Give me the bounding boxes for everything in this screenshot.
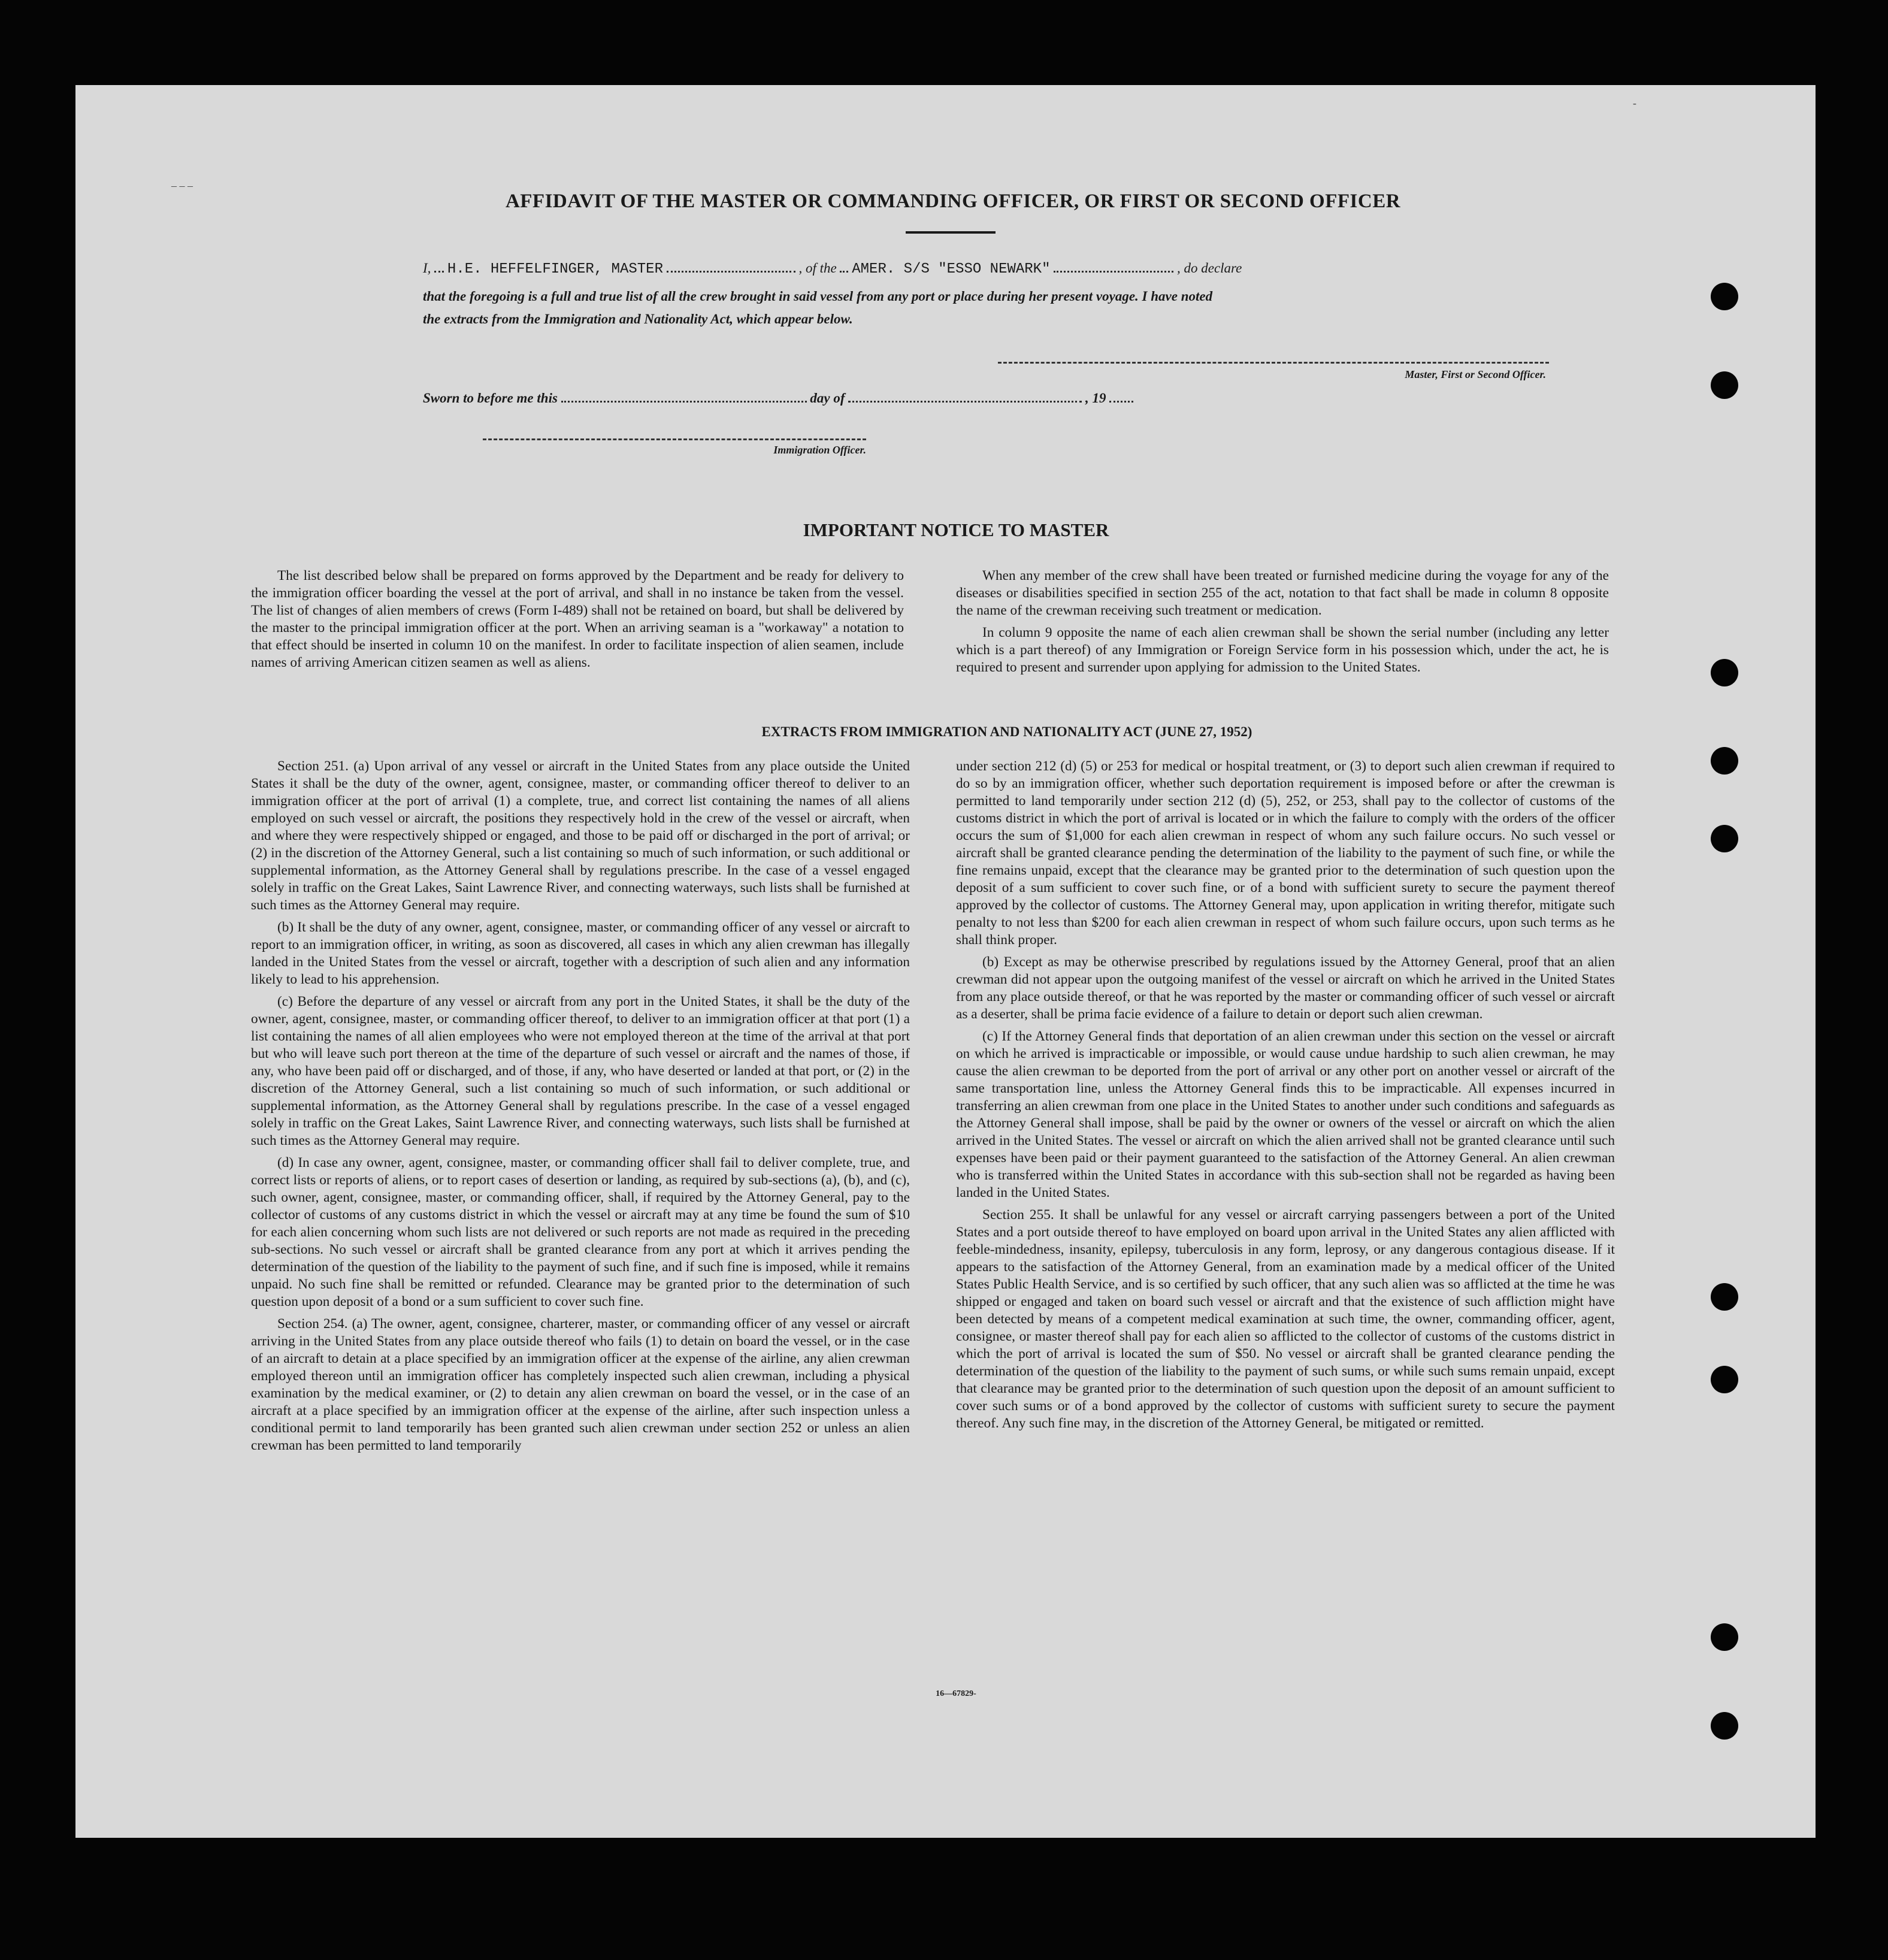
act-paragraph: (d) In case any owner, agent, consignee, master, or commanding officer shall fail to deliver complete, true, and correct lists or reports of aliens, or to report cases of desertion or landing, as required by sub-sections (a), (b), and (c), such owner, agent, consignee, master, or commanding officer, shall, if required by the Attorney General, pay to the collector of customs of any customs district in which the vessel or aircraft may at any time be found the sum of $10 for each alien concerning whom such lists are not delivered or such reports are not made as required in the preceding sub-sections. No such vessel or aircraft shall be granted clearance from any port at which it arrives pending the determination of the question of the liability to the payment of such fine, and if such fine is imposed, while it remains unpaid. No such fine shall be remitted or refunded. Clearance may be granted prior to the determination of such question upon deposit of a bond or a sum sufficient to cover such fine. (251, 1155, 910, 1309)
vessel-name-field: AMER. S/S "ESSO NEWARK" (852, 261, 1051, 277)
act-paragraph: Section 251. (a) Upon arrival of any vessel or aircraft in the United States from any place outside the United States it shall be the duty of the owner, agent, consignee, master, or commanding officer thereof to deliver to an immigration officer at the port of arrival (1) a complete, true, and correct list containing the names of all aliens employed on such vessel or aircraft, the positions they respectively hold in the crew of the vessel or aircraft, when and where they were respectively shipped or engaged, and those to be paid off or discharged in the port of arrival; or (2) in the discretion of the Attorney General, such a list containing so much of such information, or such additional or supplemental information, as the Attorney General shall by regulations prescribe. In the case of a vessel engaged solely in traffic on the Great Lakes, Saint Lawrence River, and connecting waterways, such lists shall be furnished at such times as the Attorney General may require. (251, 758, 910, 913)
punch-hole (1711, 283, 1738, 310)
notice-paragraph: In column 9 opposite the name of each alien crewman shall be shown the serial number (including any letter which is a part thereof) of any Immigration or Foreign Service form in his possession which, under the act, he is required to present and surrender upon applying for admission to the United States. (956, 625, 1609, 675)
sworn-date-field (561, 401, 807, 403)
notice-paragraph: When any member of the crew shall have been treated or furnished medicine during the voyage for any of the diseases or disabilities specified in section 255 of the act, notation to that fact shall be made in column 8 opposite the name of the crewman receiving such treatment or medication. (956, 568, 1609, 618)
notice-left-column (251, 567, 904, 672)
document-page (75, 85, 1816, 1838)
immigration-officer-signature-line (483, 438, 866, 440)
master-signature-caption: Master, First or Second Officer. (1405, 368, 1546, 380)
act-paragraph: (b) Except as may be otherwise prescribed by regulations issued by the Attorney General, proof that an alien crewman did not appear upon the outgoing manifest of the vessel or aircraft on which he arrived in the United States from any place outside thereof, or that he was reported by the master or commanding officer of such vessel or aircraft as a deserter, shall be prima facie evidence of a failure to detain or deport such alien crewman. (956, 954, 1615, 1022)
act-paragraph: (c) If the Attorney General finds that deportation of an alien crewman under this section on the vessel or aircraft on which he arrived is impracticable or impossible, or would cause undue hardship to such alien crewman, he may cause the alien crewman to be deported from the port of arrival or any other port on another vessel or aircraft of the same transportation line, unless the Attorney General finds this to be impracticable. All expenses incurred in transferring an alien crewman from one place in the United States to another under such conditions and safeguards as the Attorney General shall impose, shall be paid by the owner or owners of the vessel or aircraft on which the alien arrived in the United States. The vessel or aircraft on which the alien arrived shall not be granted clearance until such expenses have been paid or their payment guaranteed to the satisfaction of the Attorney General. An alien crewman who is transferred within the United States in accordance with this sub-section shall not be regarded as having been landed in the United States. (956, 1029, 1615, 1200)
sworn-month-field (848, 401, 1082, 403)
punch-hole (1711, 371, 1738, 399)
do-declare-label: , do declare (1177, 261, 1242, 276)
declaration-line (423, 261, 1549, 277)
extracts-right-column (956, 758, 1615, 1432)
margin-mark: - (1633, 97, 1636, 109)
sworn-line (423, 391, 1549, 406)
notice-right-column (956, 567, 1609, 676)
punch-hole (1711, 1712, 1738, 1740)
day-of-label: day of (810, 391, 845, 406)
punch-hole (1711, 1623, 1738, 1651)
statement-line-1: that the foregoing is a full and true list of all the crew brought in said vessel from any port or place during her present voyage. I have noted (423, 289, 1213, 304)
act-paragraph: (c) Before the departure of any vessel or aircraft from any port in the United States, it shall be the duty of the owner, agent, consignee, master, or commanding officer thereof, to deliver to an immigration officer at that port (1) a list containing the names of all alien employees who were not employed thereon at the time of the arrival at that port but who will leave such port thereon at the time of the departure of such vessel or aircraft and the names of those, if any, who have been paid off or discharged, and of those, if any, who have deserted or landed at that port, or (2) in the discretion of the Attorney General, such a list containing so much of such information, or such additional or supplemental information, as the Attorney General shall by regulations prescribe. In the case of a vessel engaged solely in traffic on the Great Lakes, Saint Lawrence River, and connecting waterways, such lists shall be furnished at such times as the Attorney General may require. (251, 994, 910, 1148)
act-paragraph: Section 255. It shall be unlawful for any vessel or aircraft carrying passengers between a port of the United States and a port outside thereof to have employed on board upon arrival in the United States any alien afflicted with feeble-mindedness, insanity, epilepsy, tuberculosis in any form, leprosy, or any dangerous contagious disease. If it appears to the satisfaction of the Attorney General, from an examination made by a medical officer of the United States Public Health Service, and is so certified by such officer, that any such alien was so afflicted at the time he was shipped or engaged and taken on board such vessel or aircraft and that the existence of such affliction might have been detected by means of a competent medical examination at such time, the owner, commanding officer, agent, consignee, or master thereof shall pay for each alien so afflicted to the collector of customs of the customs district in which the port of arrival is located the sum of $50. No vessel or aircraft shall be granted clearance pending the determination of the question of the liability to the payment of such sums, or while such sums remain unpaid, except that clearance may be granted prior to the determination of such question upon the deposit of an amount sufficient to cover such sums or of a bond approved by the collector of customs with sufficient surety to secure the payment thereof. Any such fine may, in the discretion of the Attorney General, be mitigated or remitted. (956, 1207, 1615, 1431)
notice-title: IMPORTANT NOTICE TO MASTER (803, 519, 1109, 540)
act-paragraph: Section 254. (a) The owner, agent, consignee, charterer, master, or commanding officer of any vessel or aircraft arriving in the United States from any place outside thereof who fails (1) to detain on board the vessel, or in the case of an aircraft to detain at a place specified by an immigration officer at the expense of the airline, any alien crewman employed thereon until an immigration officer has completely inspected such alien crewman, including a physical examination by the medical examiner, or (2) to detain any alien crewman on board the vessel, or in the case of an aircraft at a place specified by an immigration officer at the expense of the airline, after such inspection unless a conditional permit to land temporarily has been granted such alien crewman under section 252 or unless an alien crewman has been permitted to land temporarily (251, 1316, 910, 1453)
act-paragraph: under section 212 (d) (5) or 253 for medical or hospital treatment, or (3) to deport such alien crewman if required to do so by an immigration officer, whether such deportation requirement is imposed before or after the crewman is permitted to land temporarily under section 212 (d) (5), 252, or 253, shall pay to the collector of customs of the customs district in which the port of arrival is located or in which the failure to comply with the orders of the officer occurs the sum of $1,000 for each alien crewman in respect of whom any such failure occurs. No such vessel or aircraft shall be granted clearance pending the determination of the liability to the payment of such fine, or while the fine remains unpaid, except that the clearance may be granted prior to the determination of such question upon the deposit of a sum sufficient to cover such fine, or of a bond with sufficient surety to secure the payment thereof approved by the collector of customs. The Attorney General may, upon application in writing therefor, mitigate such penalty to not less than $200 for each alien crewman in respect of whom such failure occurs, upon such terms as he shall think proper. (956, 758, 1615, 948)
master-name-field: H.E. HEFFELFINGER, MASTER (447, 261, 663, 277)
extracts-title: EXTRACTS FROM IMMIGRATION AND NATIONALITY ACT (JUNE 27, 1952) (761, 724, 1252, 739)
i-label: I, (423, 261, 431, 276)
margin-mark: – – – (171, 180, 193, 192)
punch-hole (1711, 659, 1738, 686)
master-signature-line (998, 362, 1549, 364)
affidavit-title: AFFIDAVIT OF THE MASTER OR COMMANDING OFFICER, OR FIRST OR SECOND OFFICER (505, 190, 1401, 212)
year-label: , 19 (1085, 391, 1106, 406)
punch-hole (1711, 825, 1738, 852)
title-underline (906, 231, 996, 234)
sworn-label: Sworn to before me this (423, 391, 558, 406)
of-the-label: , of the (798, 261, 837, 276)
punch-hole (1711, 1366, 1738, 1393)
sworn-year-field (1109, 401, 1133, 403)
punch-hole (1711, 1283, 1738, 1311)
immigration-officer-caption: Immigration Officer. (773, 444, 866, 456)
extracts-left-column (251, 758, 910, 1454)
statement-line-2: the extracts from the Immigration and Nationality Act, which appear below. (423, 311, 853, 326)
punch-hole (1711, 747, 1738, 775)
act-paragraph: (b) It shall be the duty of any owner, agent, consignee, master, or commanding officer of any vessel or aircraft to report to an immigration officer, in writing, as soon as discovered, all cases in which any alien crewman has illegally landed in the United States from the vessel or aircraft, together with a description of such alien and any information likely to lead to his apprehension. (251, 919, 910, 987)
notice-paragraph: The list described below shall be prepared on forms approved by the Department and be ready for delivery to the immigration officer boarding the vessel at the port of arrival, and shall in no instance be taken from the vessel. The list of changes of alien members of crews (Form I-489) shall not be retained on board, but shall be delivered by the master to the principal immigration officer at the port. When an arriving seaman is a "workaway" a notation to that effect should be inserted in column 10 on the manifest. In order to facilitate inspection of alien seamen, include names of arriving American citizen seamen as well as aliens. (251, 568, 904, 670)
print-code: 16—67829- (936, 1689, 976, 1698)
